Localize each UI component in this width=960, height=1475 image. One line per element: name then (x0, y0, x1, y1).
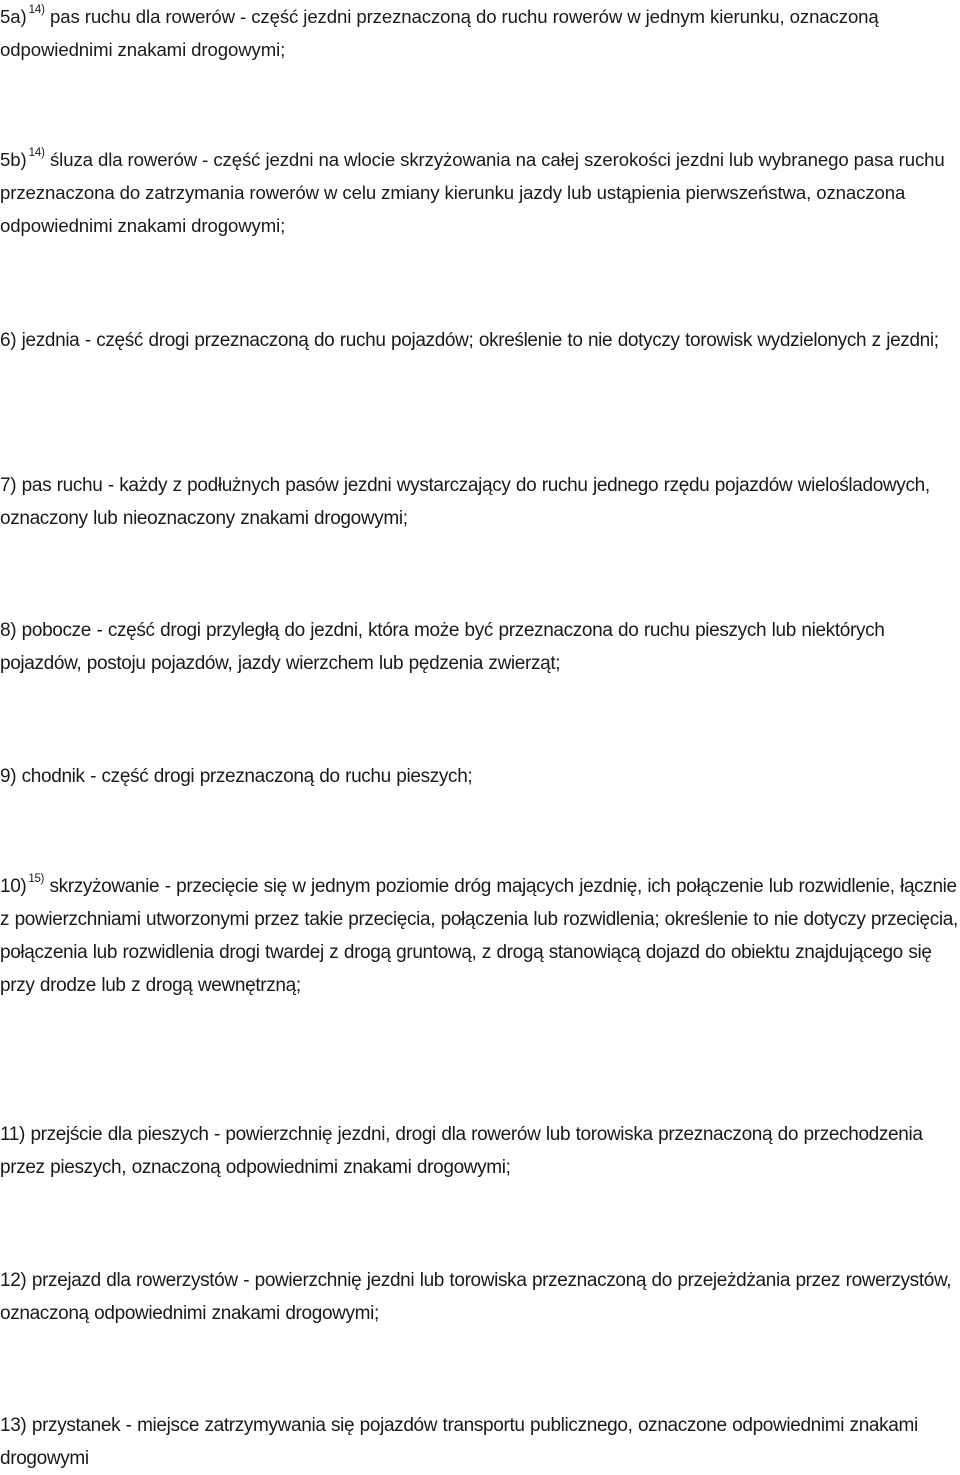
entry-separator: - (79, 330, 97, 351)
definition-entry-9 (0, 760, 960, 793)
entry-number: 8) (0, 620, 17, 641)
entry-separator: - (159, 876, 177, 897)
entry-definition: przecięcie się w jednym poziomie dróg mających jezdnię, ich połączenie lub rozwidlenie, łącznie z powierzchniami utworzonymi przez takie przecięcia, połączenia lub rozwidlenia; określenie to nie dotyczy przecięcia, połączenia lub rozwidlenia drogi twardej z drogą gruntową, z drogą stanowiącą dojazd do obiektu znajdującego się przy drodze lub z drogą wewnętrzną; (0, 876, 958, 996)
entry-separator: - (237, 1270, 255, 1291)
entry-definition: powierzchnię jezdni, drogi dla rowerów lub torowiska przeznaczoną do przechodzenia przez pieszych, oznaczoną odpowiednimi znakami drogowymi; (0, 1124, 923, 1178)
entry-definition: powierzchnię jezdni lub torowiska przeznaczoną do przejeżdżania przez rowerzystów, oznaczoną odpowiednimi znakami drogowymi; (0, 1270, 952, 1324)
definition-entry-11 (0, 1118, 960, 1184)
footnote-ref: 14) (28, 147, 45, 159)
entry-definition: część drogi przyległą do jezdni, która może być przeznaczona do ruchu pieszych lub niektórych pojazdów, postoju pojazdów, jazdy wierzchem lub pędzenia zwierząt; (0, 620, 885, 674)
entry-definition: część jezdni przeznaczoną do ruchu rowerów w jednym kierunku, oznaczoną odpowiednimi znakami drogowymi; (0, 6, 879, 60)
entry-number: 6) (0, 330, 17, 351)
entry-number: 13) (0, 1415, 27, 1436)
definition-entry-5b (0, 143, 960, 242)
entry-separator: - (84, 766, 102, 787)
definition-entry-7 (0, 469, 960, 535)
entry-term: skrzyżowanie (49, 876, 160, 897)
entry-term: chodnik (21, 766, 85, 787)
entry-separator: - (91, 620, 108, 641)
entry-term: przejście dla pieszych (30, 1124, 209, 1145)
footnote-ref: 15) (28, 873, 44, 885)
entry-separator: - (208, 1124, 226, 1145)
entry-number: 12) (0, 1270, 27, 1291)
entry-definition: część drogi przeznaczoną do ruchu pieszych; (101, 766, 473, 787)
definition-entry-10 (0, 870, 960, 1002)
entry-definition: miejsce zatrzymywania się pojazdów transportu publicznego, oznaczone odpowiednimi znakami drogowymi (0, 1415, 918, 1469)
entry-definition: każdy z podłużnych pasów jezdni wystarczający do ruchu jednego rzędu pojazdów wielośladowych, oznaczony lub nieoznaczony znakami drogowymi; (0, 475, 930, 529)
entry-number: 10) (0, 876, 27, 897)
entry-term: pas ruchu dla rowerów (49, 6, 235, 27)
definition-entry-6 (0, 324, 960, 357)
entry-separator: - (234, 6, 252, 27)
entry-separator: - (120, 1415, 138, 1436)
definition-entry-8 (0, 614, 960, 680)
definition-entry-5a (0, 0, 960, 66)
entry-separator: - (102, 475, 120, 496)
entry-term: pobocze (21, 620, 92, 641)
entry-definition: część jezdni na wlocie skrzyżowania na całej szerokości jezdni lub wybranego pasa ruchu przeznaczona do zatrzymania rowerów w celu zmiany kierunku jazdy lub ustąpienia pierwszeństwa, oznaczona odpowiednimi znakami drogowymi; (0, 149, 945, 236)
entry-definition: część drogi przeznaczoną do ruchu pojazdów; określenie to nie dotyczy torowisk wydzielonych z jezdni; (96, 330, 939, 351)
entry-term: przejazd dla rowerzystów (31, 1270, 238, 1291)
entry-number: 9) (0, 766, 17, 787)
entry-term: jezdnia (21, 330, 80, 351)
definition-entry-12 (0, 1264, 960, 1330)
entry-number: 11) (0, 1124, 26, 1145)
entry-term: pas ruchu (21, 475, 103, 496)
definition-entry-13 (0, 1409, 960, 1475)
entry-number: 5a) (0, 6, 27, 27)
entry-number: 5b) (0, 149, 27, 170)
entry-separator: - (197, 149, 214, 170)
entry-term: śluza dla rowerów (49, 149, 198, 170)
entry-term: przystanek (31, 1415, 121, 1436)
footnote-ref: 14) (28, 4, 45, 16)
entry-number: 7) (0, 475, 17, 496)
